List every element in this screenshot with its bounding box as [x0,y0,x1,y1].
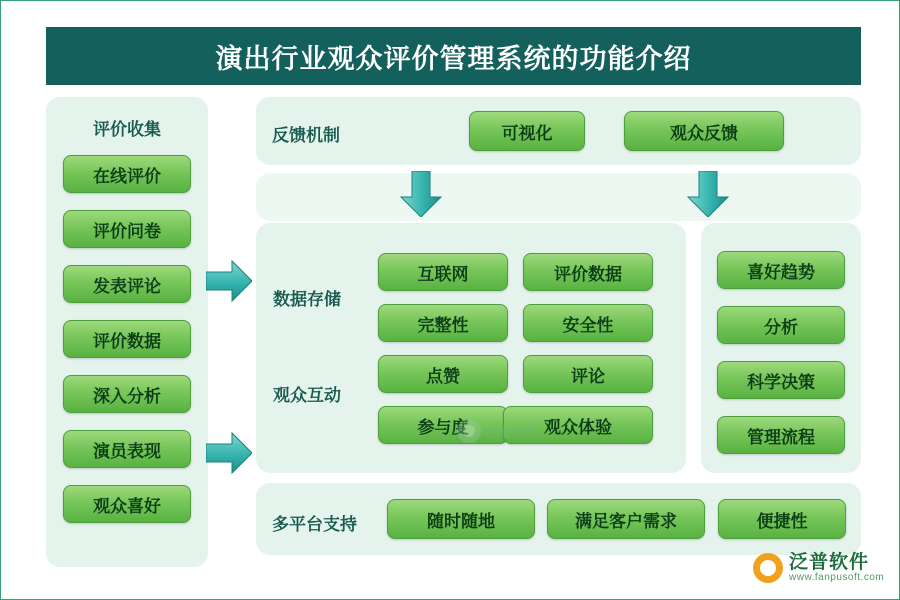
left-item-0[interactable]: 在线评价 [63,155,191,193]
arrow-down-icon [399,171,443,217]
left-item-5[interactable]: 演员表现 [63,430,191,468]
data-storage-label: 数据存储 [273,290,341,309]
core-functions-panel [256,223,686,473]
core-item-1[interactable]: 评价数据 [523,253,653,291]
audience-interaction-label: 观众互动 [273,386,341,405]
bottom-item-0[interactable]: 随时随地 [387,499,535,539]
arrow-right-icon [206,259,252,303]
brand-name-cn: 泛普软件 [789,552,870,573]
brand-name-en: www.fanpusoft.com [789,571,885,583]
right-item-0[interactable]: 喜好趋势 [717,251,845,289]
feedback-item-0[interactable]: 可视化 [469,111,585,151]
bottom-item-2[interactable]: 便捷性 [718,499,846,539]
watermark-text: 泛普软件 [486,424,539,440]
arrow-down-icon [686,171,730,217]
left-item-6[interactable]: 观众喜好 [63,485,191,523]
core-item-5[interactable]: 评论 [523,355,653,393]
arrow-right-icon [206,431,252,475]
right-item-1[interactable]: 分析 [717,306,845,344]
brand-logo-icon [753,553,783,583]
left-item-4[interactable]: 深入分析 [63,375,191,413]
core-item-7[interactable]: 观众体验 [503,406,653,444]
left-item-2[interactable]: 发表评论 [63,265,191,303]
right-item-2[interactable]: 科学决策 [717,361,845,399]
evaluation-collection-title: 评价收集 [93,120,161,139]
core-item-6[interactable]: 参与度 [378,406,508,444]
feedback-mechanism-panel [256,97,861,165]
core-item-2[interactable]: 完整性 [378,304,508,342]
evaluation-collection-panel [46,97,208,567]
bottom-item-1[interactable]: 满足客户需求 [547,499,705,539]
feedback-item-1[interactable]: 观众反馈 [624,111,784,151]
brand-logo [753,553,884,583]
feedback-mechanism-label: 反馈机制 [272,126,340,145]
mid-connector-band [256,173,861,221]
multi-platform-label: 多平台支持 [272,515,357,534]
right-item-3[interactable]: 管理流程 [717,416,845,454]
core-item-3[interactable]: 安全性 [523,304,653,342]
page-title: 演出行业观众评价管理系统的功能介绍 [215,43,692,74]
core-item-0[interactable]: 互联网 [378,253,508,291]
page-title-bar [46,27,861,85]
left-item-1[interactable]: 评价问卷 [63,210,191,248]
left-item-3[interactable]: 评价数据 [63,320,191,358]
multi-platform-panel [256,483,861,555]
core-item-4[interactable]: 点赞 [378,355,508,393]
insights-panel [701,223,861,473]
